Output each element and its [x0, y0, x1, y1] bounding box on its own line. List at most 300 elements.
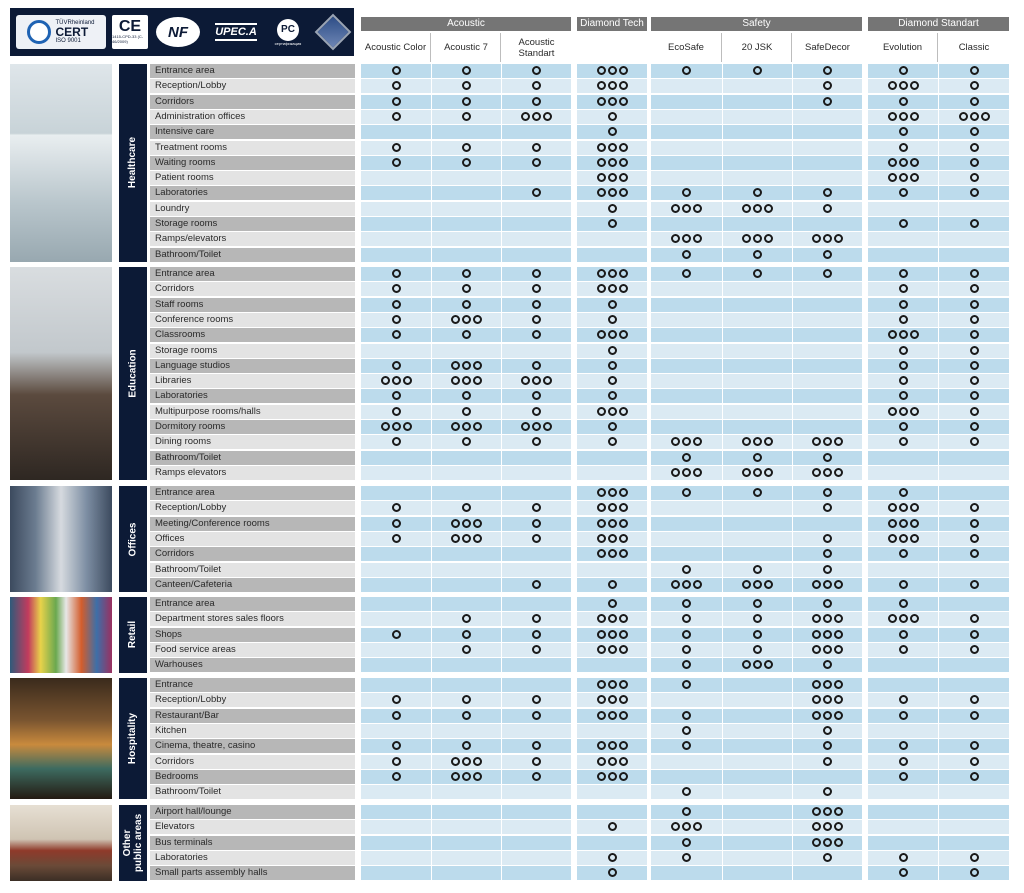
table-cell — [432, 547, 501, 561]
rating-three-circles — [577, 630, 647, 640]
table-cell — [651, 282, 722, 296]
circle-icon — [823, 787, 832, 796]
column-header: Evolution — [868, 33, 938, 62]
circle-icon — [823, 453, 832, 462]
rating-one-circle — [868, 391, 938, 401]
rating-one-circle — [502, 614, 571, 624]
table-cell — [939, 851, 1009, 865]
rating-one-circle — [361, 284, 431, 294]
table-cell — [723, 693, 792, 707]
circle-icon — [597, 695, 606, 704]
table-cell — [651, 405, 722, 419]
circle-icon — [462, 772, 471, 781]
rating-one-circle — [651, 645, 722, 655]
circle-icon — [899, 361, 908, 370]
section-label-text: Retail — [127, 621, 139, 649]
table-cell — [502, 64, 571, 78]
rating-one-circle — [939, 549, 1009, 559]
circle-icon — [543, 422, 552, 431]
circle-icon — [899, 330, 908, 339]
circle-icon — [597, 630, 606, 639]
table-cell — [793, 313, 862, 327]
circle-icon — [619, 695, 628, 704]
circle-icon — [970, 269, 979, 278]
rating-one-circle — [793, 66, 862, 76]
circle-icon — [619, 680, 628, 689]
table-cell — [793, 328, 862, 342]
table-cell — [793, 820, 862, 834]
table-cell — [577, 232, 647, 246]
rating-one-circle — [651, 453, 722, 463]
row-label: Entrance — [150, 678, 355, 692]
rating-one-circle — [432, 391, 501, 401]
circle-icon — [608, 630, 617, 639]
tuv-cert-icon — [16, 15, 106, 49]
circle-icon — [899, 503, 908, 512]
circle-icon — [910, 112, 919, 121]
circle-icon — [910, 614, 919, 623]
table-cell — [939, 643, 1009, 657]
circle-icon — [823, 807, 832, 816]
table-cell — [577, 141, 647, 155]
upec-mark-icon — [210, 15, 262, 49]
ce-mark-icon — [112, 15, 148, 49]
table-cell — [793, 785, 862, 799]
table-cell — [432, 658, 501, 672]
table-cell — [723, 612, 792, 626]
table-cell — [502, 693, 571, 707]
rating-one-circle — [723, 66, 792, 76]
circle-icon — [834, 838, 843, 847]
table-cell — [723, 851, 792, 865]
circle-icon — [597, 519, 606, 528]
circle-icon — [823, 630, 832, 639]
table-cell — [651, 344, 722, 358]
circle-icon — [608, 112, 617, 121]
circle-icon — [753, 437, 762, 446]
rating-three-circles — [793, 630, 862, 640]
circle-icon — [753, 660, 762, 669]
rating-one-circle — [651, 726, 722, 736]
table-cell — [361, 95, 431, 109]
rating-one-circle — [939, 614, 1009, 624]
circle-icon — [473, 361, 482, 370]
rating-one-circle — [793, 787, 862, 797]
table-cell — [868, 95, 938, 109]
circle-icon — [910, 519, 919, 528]
circle-icon — [899, 97, 908, 106]
rating-one-circle — [939, 711, 1009, 721]
circle-icon — [392, 422, 401, 431]
table-cell — [502, 597, 571, 611]
rating-one-circle — [432, 407, 501, 417]
table-cell — [432, 805, 501, 819]
rating-one-circle — [868, 346, 938, 356]
table-cell — [651, 770, 722, 784]
rating-one-circle — [432, 330, 501, 340]
table-cell — [502, 110, 571, 124]
table-cell — [361, 486, 431, 500]
table-cell — [577, 866, 647, 880]
table-cell — [651, 547, 722, 561]
circle-icon — [899, 614, 908, 623]
table-cell — [432, 267, 501, 281]
rating-one-circle — [868, 66, 938, 76]
table-cell — [793, 344, 862, 358]
circle-icon — [619, 81, 628, 90]
table-cell — [723, 217, 792, 231]
section-label-text: Education — [127, 349, 139, 398]
table-cell — [868, 486, 938, 500]
table-cell — [868, 435, 938, 449]
circle-icon — [970, 519, 979, 528]
rating-three-circles — [577, 695, 647, 705]
circle-icon — [812, 680, 821, 689]
circle-icon — [532, 158, 541, 167]
circle-icon — [608, 81, 617, 90]
circle-icon — [403, 422, 412, 431]
circle-icon — [608, 741, 617, 750]
circle-icon — [764, 660, 773, 669]
circle-icon — [392, 66, 401, 75]
table-cell — [502, 532, 571, 546]
rating-one-circle — [577, 127, 647, 137]
table-cell — [502, 79, 571, 93]
circle-icon — [619, 407, 628, 416]
circle-icon — [392, 391, 401, 400]
row-label: Language studios — [150, 359, 355, 373]
table-cell — [361, 217, 431, 231]
table-cell — [868, 693, 938, 707]
circle-icon — [970, 437, 979, 446]
circle-icon — [392, 81, 401, 90]
table-cell — [793, 643, 862, 657]
circle-icon — [521, 112, 530, 121]
rating-three-circles — [793, 580, 862, 590]
table-cell — [432, 739, 501, 753]
circle-icon — [671, 822, 680, 831]
rating-one-circle — [939, 158, 1009, 168]
table-cell — [793, 517, 862, 531]
table-cell — [361, 186, 431, 200]
rating-one-circle — [868, 300, 938, 310]
rating-one-circle — [577, 580, 647, 590]
section-label-offices — [119, 486, 147, 592]
rating-one-circle — [577, 391, 647, 401]
circle-icon — [532, 330, 541, 339]
table-cell — [939, 171, 1009, 185]
circle-icon — [899, 346, 908, 355]
table-cell — [651, 110, 722, 124]
table-cell — [723, 298, 792, 312]
rating-one-circle — [361, 361, 431, 371]
rating-one-circle — [651, 630, 722, 640]
rating-one-circle — [939, 81, 1009, 91]
table-cell — [577, 578, 647, 592]
table-cell — [502, 344, 571, 358]
circle-icon — [970, 422, 979, 431]
circle-icon — [608, 269, 617, 278]
circle-icon — [597, 188, 606, 197]
section-label-education — [119, 267, 147, 480]
table-cell — [793, 532, 862, 546]
rating-three-circles — [651, 234, 722, 244]
table-cell — [361, 805, 431, 819]
rating-one-circle — [793, 97, 862, 107]
circle-icon — [597, 330, 606, 339]
circle-icon — [682, 711, 691, 720]
circle-icon — [451, 422, 460, 431]
table-cell — [939, 597, 1009, 611]
circle-icon — [834, 437, 843, 446]
rating-one-circle — [502, 534, 571, 544]
rating-three-circles — [723, 204, 792, 214]
table-cell — [868, 298, 938, 312]
rating-one-circle — [502, 143, 571, 153]
rating-one-circle — [361, 300, 431, 310]
table-cell — [502, 298, 571, 312]
rating-three-circles — [577, 519, 647, 529]
row-label: Entrance area — [150, 267, 355, 281]
circle-icon — [682, 680, 691, 689]
rating-one-circle — [432, 741, 501, 751]
circle-icon — [392, 330, 401, 339]
table-cell — [432, 709, 501, 723]
rating-one-circle — [793, 534, 862, 544]
table-cell — [868, 141, 938, 155]
circle-icon — [521, 376, 530, 385]
table-cell — [793, 156, 862, 170]
rating-one-circle — [577, 219, 647, 229]
table-cell — [361, 328, 431, 342]
table-cell — [577, 344, 647, 358]
table-cell — [651, 532, 722, 546]
circle-icon — [392, 376, 401, 385]
row-label: Dormitory rooms — [150, 420, 355, 434]
table-cell — [723, 64, 792, 78]
circle-icon — [812, 614, 821, 623]
rating-one-circle — [361, 503, 431, 513]
circle-icon — [608, 346, 617, 355]
table-cell — [651, 724, 722, 738]
circle-icon — [532, 645, 541, 654]
row-label: Meeting/Conference rooms — [150, 517, 355, 531]
circle-icon — [597, 284, 606, 293]
table-cell — [432, 643, 501, 657]
table-cell — [361, 851, 431, 865]
table-cell — [577, 328, 647, 342]
rating-one-circle — [502, 741, 571, 751]
table-cell — [868, 532, 938, 546]
rating-one-circle — [361, 391, 431, 401]
circle-icon — [682, 204, 691, 213]
table-cell — [793, 420, 862, 434]
circle-icon — [959, 112, 968, 121]
table-cell — [651, 658, 722, 672]
circle-icon — [823, 580, 832, 589]
circle-icon — [970, 853, 979, 862]
table-cell — [361, 678, 431, 692]
table-cell — [432, 851, 501, 865]
rating-three-circles — [577, 772, 647, 782]
circle-icon — [812, 695, 821, 704]
circle-icon — [682, 838, 691, 847]
rating-three-circles — [577, 173, 647, 183]
circle-icon — [899, 300, 908, 309]
table-cell — [651, 836, 722, 850]
circle-icon — [970, 158, 979, 167]
circle-icon — [451, 534, 460, 543]
circle-icon — [608, 158, 617, 167]
table-cell — [651, 95, 722, 109]
circle-icon — [619, 488, 628, 497]
circle-icon — [970, 580, 979, 589]
circle-icon — [597, 173, 606, 182]
table-cell — [432, 501, 501, 515]
table-cell — [432, 217, 501, 231]
table-cell — [361, 389, 431, 403]
row-label: Libraries — [150, 374, 355, 388]
table-cell — [361, 820, 431, 834]
table-cell — [502, 785, 571, 799]
circle-icon — [888, 614, 897, 623]
table-cell — [793, 658, 862, 672]
circle-icon — [608, 66, 617, 75]
circle-icon — [608, 173, 617, 182]
circle-icon — [532, 772, 541, 781]
circle-icon — [462, 391, 471, 400]
table-cell — [868, 451, 938, 465]
circle-icon — [392, 741, 401, 750]
row-label: Loundry — [150, 202, 355, 216]
circle-icon — [619, 503, 628, 512]
table-cell — [502, 313, 571, 327]
table-cell — [793, 805, 862, 819]
circle-icon — [899, 868, 908, 877]
circle-icon — [970, 711, 979, 720]
circle-icon — [753, 565, 762, 574]
table-cell — [868, 420, 938, 434]
table-cell — [502, 451, 571, 465]
pct-mark-sub: сертификация — [274, 40, 302, 46]
rating-three-circles — [577, 680, 647, 690]
table-cell — [432, 420, 501, 434]
table-cell — [939, 866, 1009, 880]
row-label: Laboratories — [150, 186, 355, 200]
rating-one-circle — [502, 645, 571, 655]
circle-icon — [970, 757, 979, 766]
circle-icon — [462, 614, 471, 623]
table-cell — [651, 298, 722, 312]
circle-icon — [823, 204, 832, 213]
table-cell — [577, 79, 647, 93]
circle-icon — [753, 204, 762, 213]
row-label: Food service areas — [150, 643, 355, 657]
rating-one-circle — [868, 772, 938, 782]
rating-one-circle — [868, 269, 938, 279]
table-cell — [577, 374, 647, 388]
ce-mark-code: 1415-CPD-33 (C-46/2009) — [112, 34, 144, 44]
table-cell — [793, 405, 862, 419]
circle-icon — [682, 234, 691, 243]
rating-one-circle — [432, 112, 501, 122]
circle-icon — [392, 284, 401, 293]
circle-icon — [812, 437, 821, 446]
circle-icon — [597, 741, 606, 750]
rating-three-circles — [793, 822, 862, 832]
table-cell — [651, 171, 722, 185]
table-cell — [868, 171, 938, 185]
circle-icon — [619, 173, 628, 182]
rating-one-circle — [502, 437, 571, 447]
rating-one-circle — [939, 330, 1009, 340]
circle-icon — [532, 97, 541, 106]
table-cell — [432, 563, 501, 577]
rating-one-circle — [651, 565, 722, 575]
circle-icon — [834, 807, 843, 816]
circle-icon — [392, 630, 401, 639]
table-cell — [577, 125, 647, 139]
circle-icon — [970, 376, 979, 385]
table-cell — [793, 739, 862, 753]
rating-one-circle — [939, 188, 1009, 198]
circle-icon — [619, 711, 628, 720]
table-cell — [723, 451, 792, 465]
circle-icon — [671, 580, 680, 589]
table-cell — [651, 267, 722, 281]
circle-icon — [899, 741, 908, 750]
rating-three-circles — [868, 534, 938, 544]
table-cell — [793, 678, 862, 692]
rating-one-circle — [939, 97, 1009, 107]
row-label: Classrooms — [150, 328, 355, 342]
table-cell — [651, 64, 722, 78]
circle-icon — [888, 112, 897, 121]
rating-three-circles — [868, 519, 938, 529]
circle-icon — [812, 711, 821, 720]
rating-one-circle — [577, 315, 647, 325]
table-cell — [577, 186, 647, 200]
circle-icon — [608, 534, 617, 543]
rating-three-circles — [577, 143, 647, 153]
row-label: Patient rooms — [150, 171, 355, 185]
circle-icon — [608, 330, 617, 339]
table-cell — [793, 435, 862, 449]
table-cell — [939, 248, 1009, 262]
section-label-text: Hospitality — [127, 713, 139, 765]
table-cell — [793, 267, 862, 281]
circle-icon — [462, 143, 471, 152]
rating-one-circle — [502, 519, 571, 529]
circle-icon — [597, 269, 606, 278]
rating-one-circle — [868, 284, 938, 294]
table-cell — [723, 532, 792, 546]
table-cell — [361, 693, 431, 707]
table-cell — [361, 79, 431, 93]
circle-icon — [682, 437, 691, 446]
nf-mark-text: NF — [156, 17, 200, 47]
circle-icon — [532, 66, 541, 75]
circle-icon — [619, 284, 628, 293]
table-cell — [723, 186, 792, 200]
table-cell — [723, 486, 792, 500]
rating-one-circle — [502, 330, 571, 340]
table-cell — [502, 739, 571, 753]
circle-icon — [764, 204, 773, 213]
table-cell — [432, 141, 501, 155]
rating-one-circle — [939, 580, 1009, 590]
rating-one-circle — [793, 565, 862, 575]
